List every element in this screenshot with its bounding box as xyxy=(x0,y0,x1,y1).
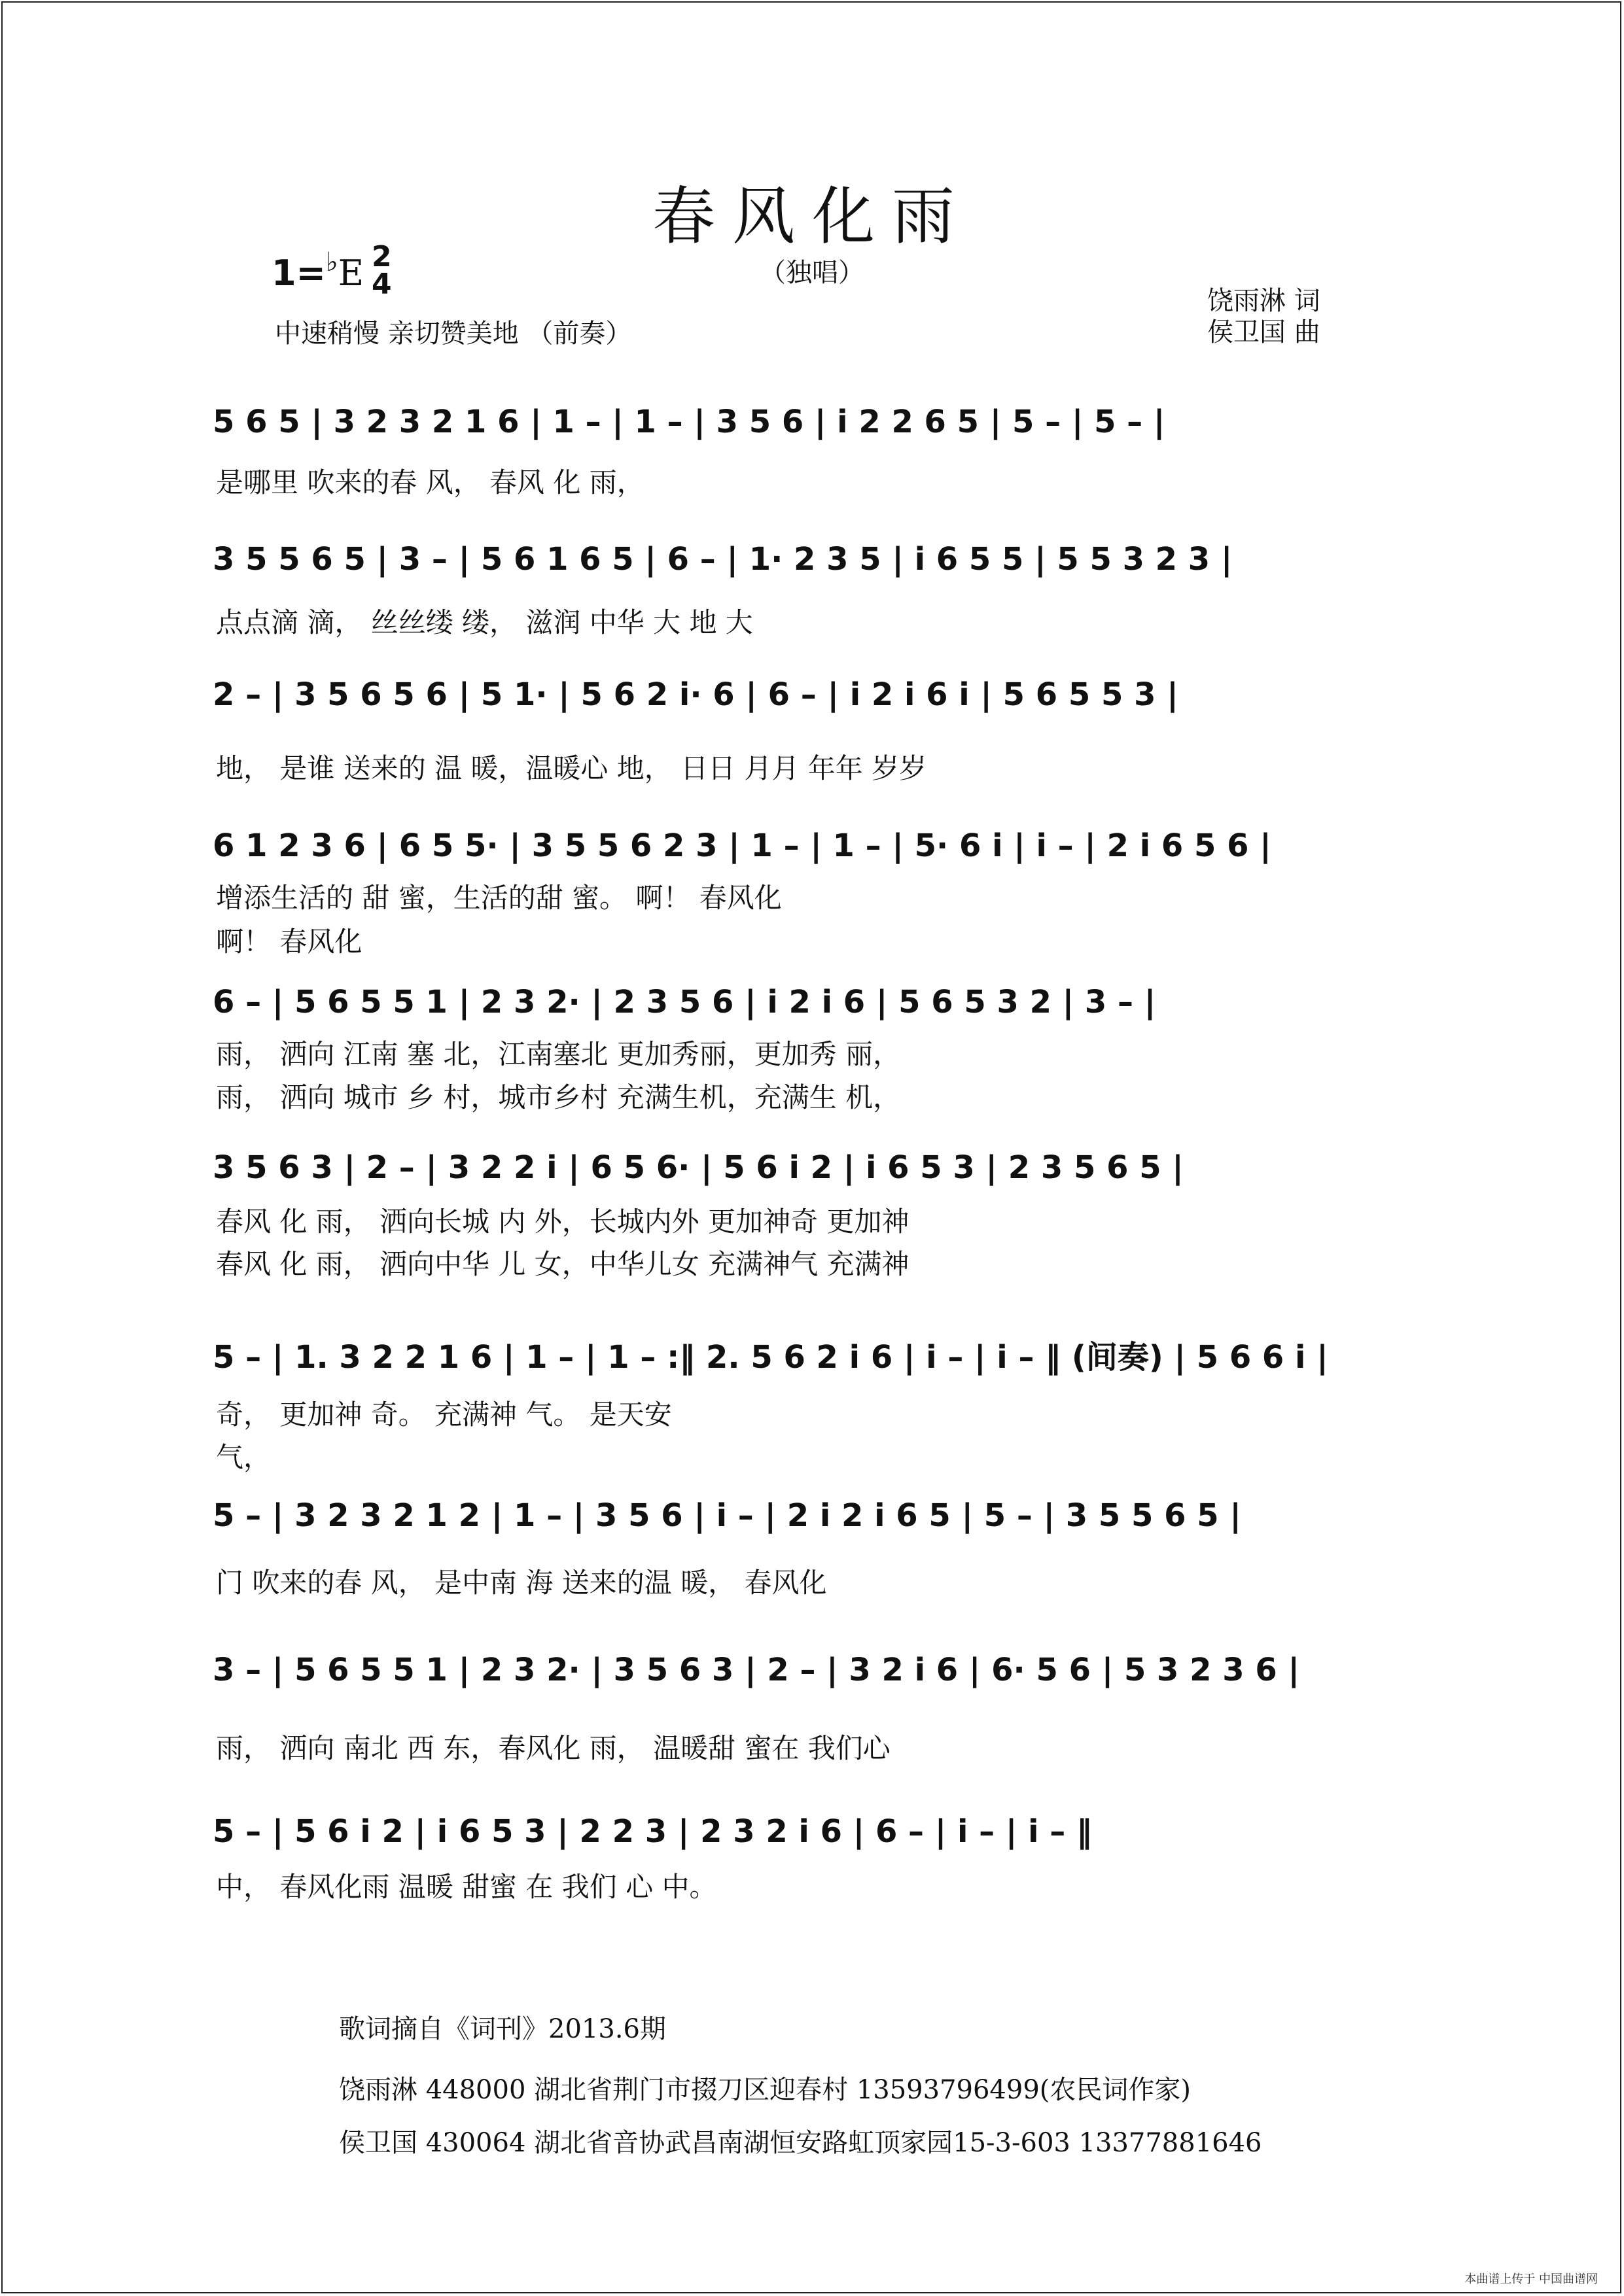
lyrics-source-note: 歌词摘自《词刊》2013.6期 xyxy=(339,2014,666,2044)
notation-line-8: 5 – | 3 2 3 2 1 2 | 1 – | 3 5 6 | i – | 2 i 2 i 6 5 | 5 – | 3 5 5 6 5 | xyxy=(213,1497,1241,1534)
notation-line-2: 3 5 5 6 5 | 3 – | 5 6 1 6 5 | 6 – | 1· 2 3 5 | i 6 5 5 | 5 5 3 2 3 | xyxy=(213,541,1233,578)
lyric-line-8: 门 吹来的春 风， 是中南 海 送来的温 暖， 春风化 xyxy=(216,1567,827,1599)
key-name: E xyxy=(338,252,364,294)
site-watermark: 本曲谱上传于 中国曲谱网 xyxy=(1464,2272,1598,2286)
lyricist-credit: 饶雨淋 词 xyxy=(1207,286,1320,316)
time-signature-bottom: 4 xyxy=(372,268,392,301)
time-signature xyxy=(372,240,392,301)
lyric-line-1: 是哪里 吹来的春 风， 春风 化 雨， xyxy=(216,466,644,498)
notation-line-3: 2 – | 3 5 6 5 6 | 5 1· | 5 6 2 i· 6 | 6 – | i 2 i 6 i | 5 6 5 5 3 | xyxy=(213,676,1178,713)
lyric-line-3: 地， 是谁 送来的 温 暖，温暖心 地， 日日 月月 年年 岁岁 xyxy=(216,752,927,784)
notation-line-4: 6 1 2 3 6 | 6 5 5· | 3 5 5 6 2 3 | 1 – | 1 – | 5· 6 i | i – | 2 i 6 5 6 | xyxy=(213,827,1271,864)
lyric-line-10: 中， 春风化雨 温暖 甜蜜 在 我们 心 中。 xyxy=(216,1871,717,1903)
lyric-line-5b: 雨， 洒向 城市 乡 村，城市乡村 充满生机，充满生 机， xyxy=(216,1081,901,1113)
composer-credit: 侯卫国 曲 xyxy=(1207,317,1320,347)
lyric-line-2: 点点滴 滴， 丝丝缕 缕， 滋润 中华 大 地 大 xyxy=(216,606,753,638)
notation-line-1: 5 6 5 | 3 2 3 2 1 6 | 1 – | 1 – | 3 5 6 | i 2 2 6 5 | 5 – | 5 – | xyxy=(213,404,1165,440)
notation-line-9: 3 – | 5 6 5 5 1 | 2 3 2· | 3 5 6 3 | 2 – | 3 2 i 6 | 6· 5 6 | 5 3 2 3 6 | xyxy=(213,1652,1300,1688)
song-subtitle: （独唱） xyxy=(760,258,864,288)
time-signature-top: 2 xyxy=(372,240,392,273)
lyric-line-4a: 增添生活的 甜 蜜，生活的甜 蜜。 啊！ 春风化 xyxy=(216,882,782,914)
lyric-line-6a: 春风 化 雨， 洒向长城 内 外，长城内外 更加神奇 更加神 xyxy=(216,1206,909,1238)
notation-line-7: 5 – | 1. 3 2 2 1 6 | 1 – | 1 – :‖ 2. 5 6 2 i 6 | i – | i – ‖ (间奏) | 5 6 6 i | xyxy=(213,1339,1328,1376)
key-signature xyxy=(272,247,364,294)
notation-line-10: 5 – | 5 6 i 2 | i 6 5 3 | 2 2 3 | 2 3 2 i 6 | 6 – | i – | i – ‖ xyxy=(213,1813,1092,1850)
lyric-line-7b: 气， xyxy=(216,1441,272,1473)
lyric-line-5a: 雨， 洒向 江南 塞 北，江南塞北 更加秀丽，更加秀 丽， xyxy=(216,1038,901,1070)
tempo-marking: 中速稍慢 亲切赞美地 （前奏） xyxy=(275,319,632,349)
notation-line-6: 3 5 6 3 | 2 – | 3 2 2 i | 6 5 6· | 5 6 i 2 | i 6 5 3 | 2 3 5 6 5 | xyxy=(213,1149,1184,1186)
key-prefix: 1= xyxy=(272,252,326,294)
lyricist-contact: 饶雨淋 448000 湖北省荆门市掇刀区迎春村 13593796499(农民词作家) xyxy=(339,2075,1191,2105)
notation-line-5: 6 – | 5 6 5 5 1 | 2 3 2· | 2 3 5 6 | i 2 i 6 | 5 6 5 3 2 | 3 – | xyxy=(213,984,1156,1020)
lyric-line-7a: 奇， 更加神 奇。 充满神 气。 是天安 xyxy=(216,1399,672,1431)
lyric-line-9: 雨， 洒向 南北 西 东，春风化 雨， 温暖甜 蜜在 我们心 xyxy=(216,1732,891,1764)
composer-contact: 侯卫国 430064 湖北省音协武昌南湖恒安路虹顶家园15-3-603 13377881646 xyxy=(339,2128,1262,2158)
flat-symbol: ♭ xyxy=(325,247,338,277)
lyric-line-6b: 春风 化 雨， 洒向中华 儿 女，中华儿女 充满神气 充满神 xyxy=(216,1248,909,1280)
lyric-line-4b: 啊！ 春风化 xyxy=(216,926,362,958)
song-title: 春风化雨 xyxy=(652,180,972,253)
